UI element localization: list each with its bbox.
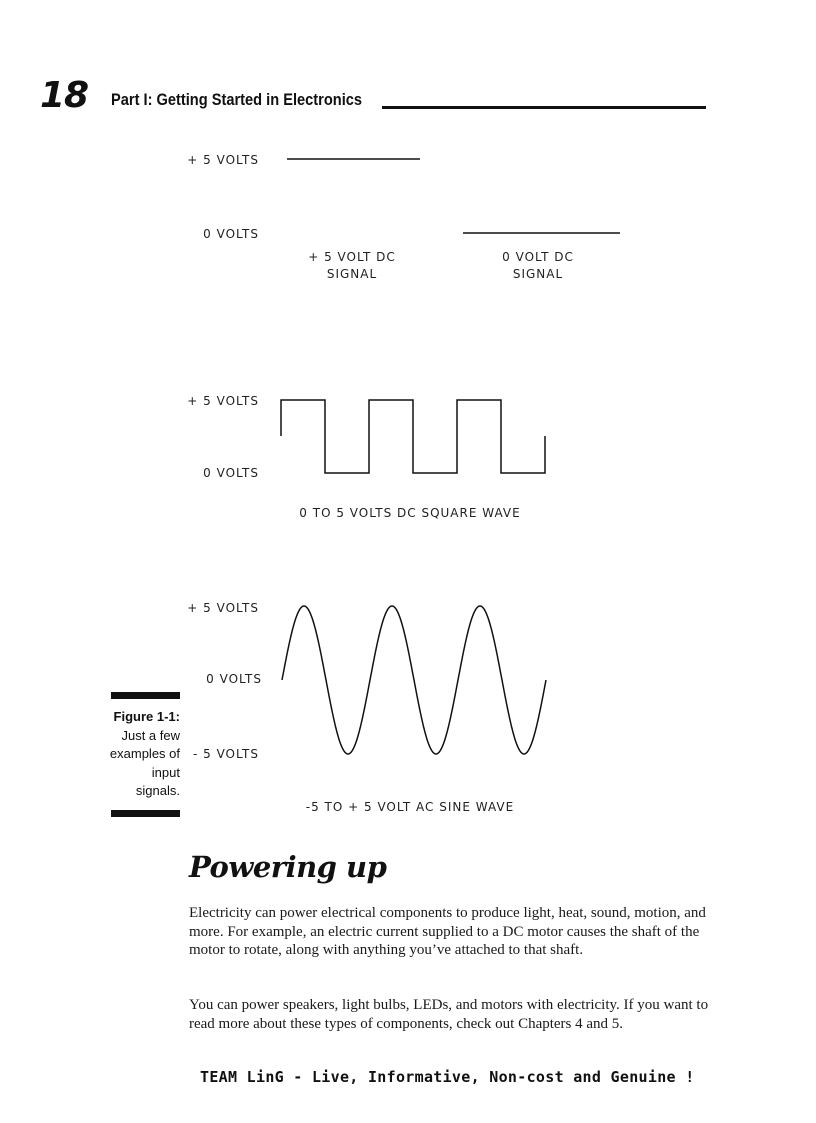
figure-caption-line: input: [151, 764, 180, 780]
square-0-volts-label: 0 VOLTS: [203, 466, 259, 480]
dc-5v-caption-line2: SIGNAL: [326, 267, 378, 281]
sine-minus-5-volts-label: - 5 VOLTS: [192, 747, 259, 761]
body-paragraph: You can power speakers, light bulbs, LEDs, and motors with electricity. If you want to read more about these types of components, check out Chapters 4 and 5.: [189, 997, 709, 1032]
caption-top-bar: [111, 692, 180, 699]
page-number: 18: [40, 75, 89, 116]
section-title: Powering up: [189, 850, 387, 884]
running-head: Part I: Getting Started in Electronics: [111, 90, 363, 109]
dc-0-volts-label: 0 VOLTS: [203, 227, 259, 241]
sine-wave-caption: -5 TO + 5 VOLT AC SINE WAVE: [305, 800, 515, 814]
dc-5v-caption-line1: + 5 VOLT DC: [308, 250, 396, 264]
dc-0v-caption-line1: 0 VOLT DC: [502, 250, 574, 264]
square-wave-trace: [281, 400, 545, 473]
figure-caption: [105, 708, 180, 801]
figure-caption-line: examples of: [109, 746, 180, 761]
square-wave-caption: 0 TO 5 VOLTS DC SQUARE WAVE: [299, 506, 521, 520]
figure-caption-label: Figure 1-1:: [113, 709, 180, 724]
dc-plus-5-volts-label: + 5 VOLTS: [187, 153, 259, 167]
sine-plus-5-volts-label: + 5 VOLTS: [187, 601, 259, 615]
sine-wave-trace: [282, 606, 546, 754]
figure-caption-line: signals.: [135, 783, 180, 798]
dc-0v-caption-line2: SIGNAL: [512, 267, 564, 281]
figure-caption-line: Just a few: [121, 727, 180, 743]
square-plus-5-volts-label: + 5 VOLTS: [187, 394, 259, 408]
body-paragraph: Electricity can power electrical components to produce light, heat, sound, motion, and more. For example, an electric current supplied to a DC motor causes the shaft of the motor to rotate, along with anything you’ve attached to that shaft.: [189, 905, 706, 958]
sine-0-volts-label: 0 VOLTS: [206, 672, 262, 686]
team-ling-watermark: TEAM LinG - Live, Informative, Non-cost and Genuine !: [200, 1068, 695, 1086]
caption-bottom-bar: [111, 810, 180, 817]
